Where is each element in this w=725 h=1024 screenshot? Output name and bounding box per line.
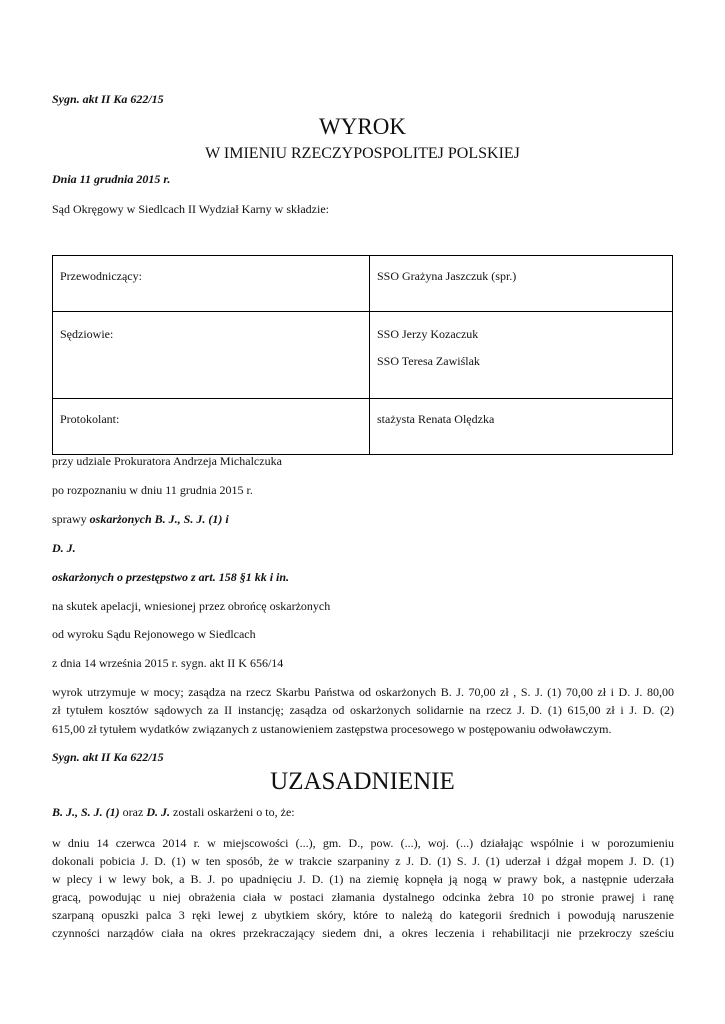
panel-value: SSO Grażyna Jaszczuk (spr.) [370, 256, 673, 312]
panel-label: Przewodniczący: [53, 256, 370, 312]
panel-label: Sędziowie: [53, 312, 370, 399]
intro-name-third: D. J. [146, 805, 170, 819]
justification-line: szarpaną opuszki palca 3 ręki lewej z ubytkiem skóry, które to należą do kategorii średnich i powodują naruszenie [52, 908, 674, 922]
justification-line: gracą, powodując u niej obrażenia ciała w postaci złamania dystalnego odcinka żebra 10 po stronie prawej i ranę [52, 890, 674, 904]
document-subtitle: W IMIENIU RZECZYPOSPOLITEJ POLSKIEJ [205, 145, 520, 162]
case-prefix: sprawy [52, 512, 90, 526]
justification-line: dokonali pobicia J. D. (1) w ten sposób, że w trakcie szarpaniny z J. D. (1) S. J. (1) uderzał i dźgał mopem J. D. (1) [52, 854, 674, 868]
panel-row-judges [53, 312, 673, 399]
intro-and: oraz [119, 805, 147, 819]
justification-intro [52, 805, 295, 820]
court-panel-table [52, 255, 673, 455]
appealed-judgment-date: z dnia 14 września 2015 r. sygn. akt II K 656/14 [52, 656, 284, 670]
case-signature: Sygn. akt II Ka 622/15 [52, 92, 164, 106]
court-composition-heading: Sąd Okręgowy w Siedlcach II Wydział Karny w składzie: [52, 202, 329, 216]
prosecutor-line: przy udziale Prokuratora Andrzeja Michalczuka [52, 454, 282, 468]
panel-value-list [370, 312, 673, 399]
justification-line: czynności narządów ciała na okres przekraczający siedem dni, a okres leczenia i rehabilitacji nie przekroczy sześciu [52, 926, 674, 940]
panel-value: SSO Jerzy Kozaczuk [377, 327, 479, 341]
charge-line: oskarżonych o przestępstwo z art. 158 §1 kk i in. [52, 570, 290, 584]
verdict-line: wyrok utrzymuje w mocy; zasądza na rzecz Skarbu Państwa od oskarżonych B. J. 70,00 zł , S. J. (1) 70,00 zł i D. J. 80,00 [52, 685, 674, 699]
accused-names: oskarżonych B. J., S. J. (1) i [89, 512, 229, 526]
justification-signature: Sygn. akt II Ka 622/15 [52, 750, 164, 764]
panel-value: stażysta Renata Olędzka [370, 399, 673, 455]
appeal-line: na skutek apelacji, wniesionej przez obrońcę oskarżonych [52, 599, 331, 613]
justification-title: UZASADNIENIE [270, 768, 455, 795]
verdict-line: zł tytułem kosztów sądowych za II instancję; zasądza od oskarżonych solidarnie na rzecz J. D. (1) 615,00 zł i J. D. (2) [52, 703, 674, 717]
intro-names: B. J., S. J. (1) [52, 805, 120, 819]
justification-line: w dniu 14 czerwca 2014 r. w miejscowości (...), gm. D., pow. (...), woj. (...) działając wspólnie i w porozumieniu [52, 836, 674, 850]
judgment-date: Dnia 11 grudnia 2015 r. [52, 172, 171, 186]
justification-line: w plecy i w lewy bok, a B. J. po upadnięciu J. D. (1) na ziemię kopnęła ją nogą w prawy bok, a następnie uderzała [52, 872, 674, 886]
panel-value: SSO Teresa Zawiślak [377, 354, 480, 368]
accused-name-continued: D. J. [52, 541, 76, 555]
appealed-judgment-line: od wyroku Sądu Rejonowego w Siedlcach [52, 627, 256, 641]
case-line [52, 512, 229, 527]
panel-label: Protokolant: [53, 399, 370, 455]
document-title: WYROK [319, 114, 406, 139]
intro-rest: zostali oskarżeni o to, że: [170, 805, 295, 819]
verdict-line: 615,00 zł tytułem wydatków związanych z ustanowieniem zastępstwa procesowego w postępowaniu odwoławczym. [52, 722, 612, 736]
panel-row-clerk [53, 399, 673, 455]
panel-row-presiding [53, 256, 673, 312]
hearing-line: po rozpoznaniu w dniu 11 grudnia 2015 r. [52, 483, 253, 497]
